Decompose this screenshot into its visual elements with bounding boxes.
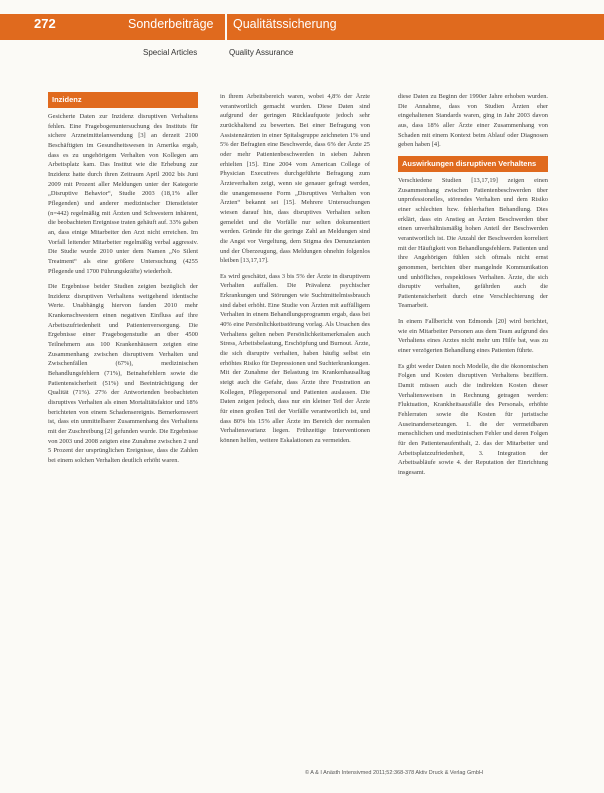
subheading-right: Quality Assurance xyxy=(229,48,294,57)
footer-citation: © A & I Anästh Intensivmed 2011;52:368-378 Aktiv Druck & Verlag GmbH xyxy=(305,770,483,776)
paragraph: Die Ergebnisse beider Studien zeigten bezüglich der Inzidenz disruptiven Verhaltens weitgehend identische Werte. Unabhängig hiervon fanden 2010 mehr Krankenschwestern einen negativen Einfluss auf ihre Arbeitszufriedenheit und Patientenversorgung. Die Ergebnisse einer Fragebogenstudie an über 4500 Teilnehmern aus 100 Krankenhäusern zeigten eine Zusammenhang zwischen disruptivem Verhalten und Zwischenfällen (67%), medizinischen Behandlungsfehlern (71%), Beinahefehlern sowie die Patientensicherheit (51%) und Beeinträchtigung der Qualität (71%). 27% der Antwortenden beobachteten disruptives Verhalten als einen Mortalitätsfaktor und 18% berichteten von einem Schadensereignis. Bemerkenswert ist, dass ein unmittelbarer Zusammenhang des Verhaltens mit der Zuschreibung [2] gefunden wurde. Die Ergebnisse von 2003 und 2008 zeigten eine Zunahme zwischen 2 und 5 Prozent der ursprünglichen Ereignisse, dass die Zahlen bei einem solchen Verhalten deutlich erhöht waren. xyxy=(48,283,198,464)
page-number: 272 xyxy=(34,16,56,31)
heading-auswirkungen: Auswirkungen disruptiven Verhaltens xyxy=(398,156,548,172)
column-1 xyxy=(48,92,198,742)
section-subtitle: Qualitätssicherung xyxy=(233,17,337,31)
paragraph: In einem Fallbericht von Edmonds [20] wird berichtet, wie ein Mitarbeiter Personen aus dem Team aufgrund des Verhaltens eines Arztes nicht mehr um Hilfe bat, was zu einer verzögerten Behandlung eines Patienten führte. xyxy=(398,318,548,355)
paragraph: Verschiedene Studien [13,17,19] zeigen einen Zusammenhang zwischen Patientenbeschwerden über unprofessionelles, störendes Verhalten und dem Risiko einer schlechten bzw. fehlerhaften Behandlung. Dies erklärt, dass ein Anstieg an Ärzten Beschwerden über einen unverhältnismäßig hohen Anteil der Beschwerden verantwortlich ist. Die Anzahl der Beschwerden korreliert mit der Häufigkeit von Behandlungsfehlern. Patienten und ihre Angehörigen fühlen sich oftmals nicht ernst genommen, berichten über mangelnde Kommunikation und unhöfliches, respektloses Verhalten. Ärzte, die sich disruptiv verhalten, gefährden auch die Patientensicherheit durch eine Verschlechterung der Teamarbeit. xyxy=(398,176,548,310)
column-3 xyxy=(398,92,548,742)
paragraph: Es gibt weder Daten noch Modelle, die die ökonomischen Folgen und Kosten disruptiven Verhaltens beziffern. Damit müssen auch die indirekten Kosten dieser Verhaltensweisen in Rechnung getragen werden: Fluktuation, Krankheitsausfälle des Personals, erhöhte Fehlerraten sowie die Kosten für juristische Auseinandersetzungen. 1. die der vermeidbaren menschlichen und medizinischen Fehler und deren Folgen für den Patientenaufenthalt, 2. das der Mitarbeiter und Arbeitsplatzzufriedenheit, 3. Integration der Arbeitsabläufe sowie 4. der Reputation der Einrichtung insgesamt. xyxy=(398,362,548,476)
section-title: Sonderbeiträge xyxy=(128,17,214,31)
header-separator xyxy=(225,14,227,40)
heading-inzidenz: Inzidenz xyxy=(48,92,198,108)
paragraph: diese Daten zu Beginn der 1990er Jahre erhoben wurden. Die Annahme, dass von Studien Ärzten eher eingehaltenen Standards waren, ging in Jahr 2003 davon aus, dass 18% aller Ärzte einer Zusammenhang von Schaden mit einem Kontext beim Ablauf oder Diagnosen geben haben [4]. xyxy=(398,93,548,149)
paragraph: Es wird geschätzt, dass 3 bis 5% der Ärzte in disruptivem Verhalten auffallen. Die Prävalenz psychischer Erkrankungen und Störungen wie Suchtmittelmissbrauch sind dabei erhöht. Eine Studie von Ärzten mit auffälligem Verhalten in einem Behandlungsprogramm ergab, dass bei 40% eine Persönlichkeitsstörung vorlag. Als Ursachen des Verhaltens gelten neben Persönlichkeitsmerkmalen auch Stress, Arbeitsbelastung, Erschöpfung und Burnout. Ärzte, die sich disruptiv verhalten, haben häufig selbst ein erhöhtes Risiko für Depressionen und Suchterkrankungen. Mit der Zunahme der Belastung im Krankenhausalltag steigt auch die Gefahr, dass Ärzte ihre Frustration an Kollegen, Pflegepersonal und Patienten auslassen. Die Daten zeigen jedoch, dass nur ein kleiner Teil der Ärzte für einen großen Teil der Vorfälle verantwortlich ist, und dass 80% bis 15% aller Ärzte im Bereich der normalen Verhaltensvarianz liegen. Frühzeitige Interventionen können helfen, weitere Eskalationen zu vermeiden. xyxy=(220,272,370,444)
subheading-left: Special Articles xyxy=(143,48,198,57)
paragraph: Gesicherte Daten zur Inzidenz disruptiven Verhaltens fehlen. Eine Fragebogenuntersuchung des Instituts für sichere Arzneimittelanwendung [3] an derzeit 2100 Beschäftigten im Gesundheitswesen in Amerika ergab, dass es zu ungehörigem Verhalten von Kollegen am Arbeitsplatz kam. Das Institut wie die Erhebung zur Inzidenz hatte durch ihren Zeitraum April 2002 bis Juni 2009 mit Prozent aller Meldungen unter der Kategorie „Disruptive Behavior“, Studie 2003 (18,1% aller Pflegenden) und anderer medizinischer Dienstleister (n=442) regelmäßig mit Ärzten und Schwestern inhärent, die beobachteten Ereignisse traten gehäuft auf. 33% gaben an, dass einige Mitarbeiter den Arzt nicht erreichen. Im Vorfall leitender Mitarbeiter regelmäßig verbal aggressiv. Die Studie wurde 2010 unter dem Namen „No Silent Treatment“ als eine größere Untersuchung (4255 Pflegende und 1700 Führungskräfte) wiederholt. xyxy=(48,113,198,275)
column-2 xyxy=(220,92,370,742)
paragraph: in ihrem Arbeitsbereich waren, wobei 4,8% der Ärzte verantwortlich gemacht wurden. Diese Daten sind aufgrund der geringen Rücklaufquote jedoch sehr zurückhaltend zu bewerten. Bei einer Befragung von Assistenzärzten in einer Spitalsgruppe zeichneten 1% und 5% der Befragten eine Beschwerde, dass 6% der Ärzte 25 oder mehr Patientenbeschwerden in sieben Jahren erhielten [15]. Eine 2004 vom American College of Physician Executives durchgeführte Befragung zum Ärzteverhalten zeigt, wenn sie genauer gefragt werden, die unangemessene Form „Disruptives Verhalten von Ärzten“ bekannt sei [15]. Mehrere Untersuchungen wiesen darauf hin, dass disruptives Verhalten selten gemeldet und die Vorfälle nur selten dokumentiert werden. Gründe für die geringe Zahl an Meldungen sind die Angst vor Vergeltung, dem Stigma des Denunzianten und der Überzeugung, dass Meldungen ohnehin folgenlos bleiben [13,17,17]. xyxy=(220,93,370,265)
